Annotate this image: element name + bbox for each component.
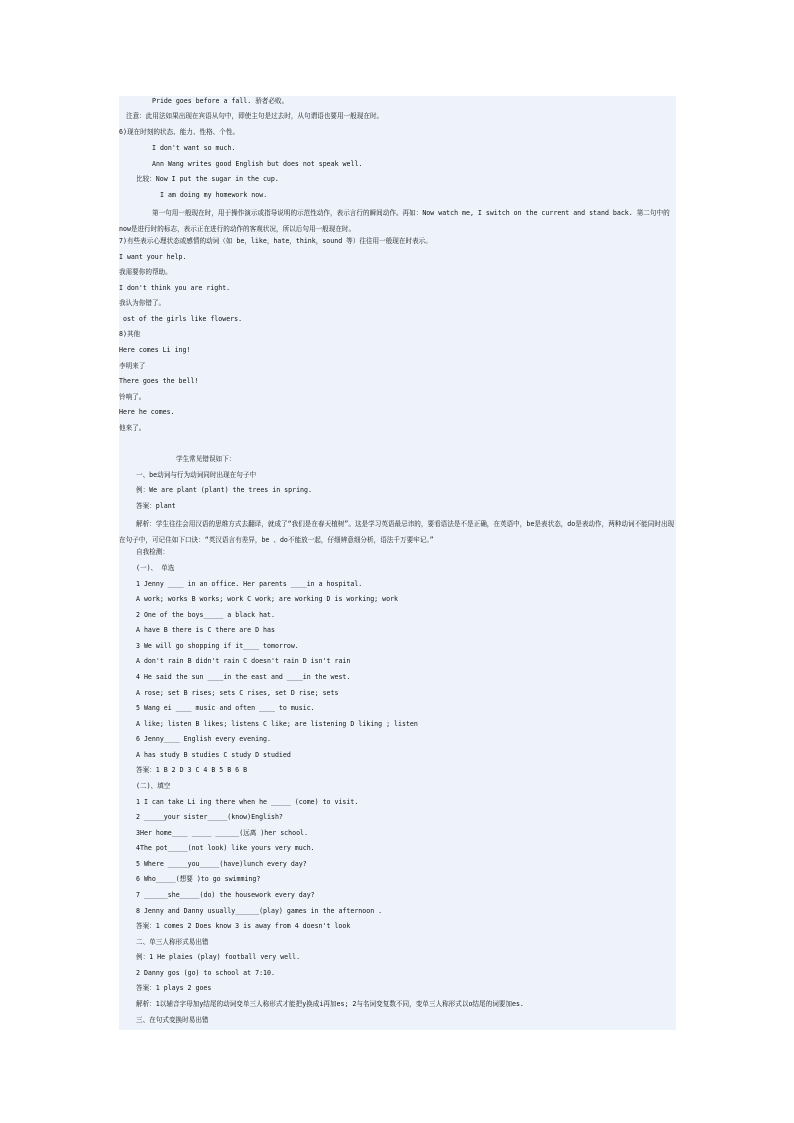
- text-line: I don't want so much.: [152, 144, 236, 152]
- text-line: 2 Danny gos (go) to school at 7:10.: [136, 969, 275, 977]
- text-line: 一、be动词与行为动词同时出现在句子中: [136, 471, 257, 479]
- text-line: 自我检测：: [136, 548, 169, 556]
- section-heading: 学生常见错误如下：: [176, 455, 236, 463]
- text-line: 5 Where _____you_____(have)lunch every day?: [136, 860, 307, 868]
- text-line: 5 Wang ei ____ music and often ____ to music.: [136, 704, 315, 712]
- text-line: 3 We will go shopping if it____ tomorrow.: [136, 642, 299, 650]
- text-line: 1 Jenny ____ in an office. Her parents ____in a hospital.: [136, 580, 363, 588]
- text-line: A work; works B works; work C work; are working D is working; work: [136, 595, 399, 603]
- text-line: I want your help.: [119, 253, 187, 261]
- text-line: 7)有些表示心理状态或感情的动词（如 be，like，hate，think，sound 等）往往用一般现在时表示。: [119, 237, 432, 245]
- text-line: 3Her home____ _____ ______(远离 )her school.: [136, 829, 308, 837]
- text-line: 铃响了。: [119, 393, 146, 401]
- text-line: 二、单三人称形式易出错: [136, 938, 209, 946]
- text-line: 例：1 He plaies (play) football very well.: [136, 953, 301, 961]
- text-line: 4 He said the sun ____in the east and ____in the west.: [136, 673, 351, 681]
- text-line: 答案：1 plays 2 goes: [136, 984, 212, 992]
- text-line: 答案：1 comes 2 Does know 3 is away from 4 doesn't look: [136, 922, 351, 930]
- text-line: ost of the girls like flowers.: [123, 315, 243, 323]
- text-line: 2 One of the boys_____ a black hat.: [136, 611, 275, 619]
- text-line: 例：We are plant (plant) the trees in spring.: [136, 486, 312, 494]
- text-line: Here he comes.: [119, 408, 175, 416]
- text-line: 4The pot_____(not look) like yours very much.: [136, 844, 315, 852]
- text-line: A don't rain B didn't rain C doesn't rain D isn't rain: [136, 657, 351, 665]
- text-paragraph: 第一句用一般现在时，用于操作演示或指导说明的示范性动作，表示言行的瞬间动作。再如：Now watch me, I switch on the current and stand back. 第二句中的 now是进行时的标志，表示正在进行的动作的客观状况，所以后句用一般现在时。: [119, 209, 670, 233]
- text-line: A have B there is C there are D has: [136, 626, 275, 634]
- text-line: 三、在句式变换时易出错: [136, 1016, 209, 1024]
- text-line: I am doing my homework now.: [160, 191, 268, 199]
- text-line: 6)现在时刻的状态、能力、性格、个性。: [119, 128, 240, 136]
- text-line: 8)其他: [119, 330, 141, 338]
- text-line: 注意：此用法如果出现在宾语从句中，即使主句是过去时，从句谓语也要用一般现在时。: [126, 112, 384, 120]
- text-line: A like; listen B likes; listens C like; are listening D liking ; listen: [136, 720, 418, 728]
- text-line: Pride goes before a fall. 骄者必败。: [152, 97, 289, 105]
- text-line: 他来了。: [119, 424, 146, 432]
- text-line: 1 I can take Li ing there when he _____ (come) to visit.: [136, 798, 359, 806]
- text-line: 6 Jenny____ English every evening.: [136, 735, 271, 743]
- text-line: A rose; set B rises; sets C rises, set D rise; sets: [136, 689, 339, 697]
- text-line: (一)、 单选: [136, 564, 175, 572]
- text-line: I don't think you are right.: [119, 284, 231, 292]
- text-line: There goes the bell!: [119, 377, 199, 385]
- text-paragraph: 解析：学生往往会用汉语的思维方式去翻译，就成了“我们是在春天植树”。这是学习英语最忌讳的，要看语法是不是正确，在英语中，be是表状态，do是表动作，两种动词不能同时出现在句子中，可记住如下口诀：“英汉语言有差异，be 、do不能放一起，仔细辨意细分析，语法千万要牢记。”: [119, 520, 675, 544]
- text-line: Ann Wang writes good English but does not speak well.: [152, 160, 363, 168]
- text-line: 6 Who_____(想要 )to go swimming?: [136, 875, 261, 883]
- text-line: Here comes Li ing!: [119, 346, 191, 354]
- text-line: 答案：1 B 2 D 3 C 4 B 5 B 6 B: [136, 766, 248, 774]
- text-line: 我认为你错了。: [119, 299, 166, 307]
- text-line: 7 ______she_____(do) the housework every day?: [136, 891, 315, 899]
- text-line: A has study B studies C study D studied: [136, 751, 291, 759]
- text-line: 8 Jenny and Danny usually______(play) games in the afternoon .: [136, 907, 383, 915]
- text-line: (二)、填空: [136, 782, 171, 790]
- text-line: 比较：Now I put the sugar in the cup.: [136, 175, 279, 183]
- text-line: 2 _____your sister_____(know)English?: [136, 813, 283, 821]
- text-line: 解析：1以辅音字母加y结尾的动词变单三人称形式才能把y换成i再加es; 2与名词变复数不同，变单三人称形式以o结尾的词要加es.: [136, 1000, 524, 1008]
- text-line: 李明来了: [119, 362, 146, 370]
- text-line: 我需要你的帮助。: [119, 268, 172, 276]
- text-line: 答案：plant: [136, 502, 176, 510]
